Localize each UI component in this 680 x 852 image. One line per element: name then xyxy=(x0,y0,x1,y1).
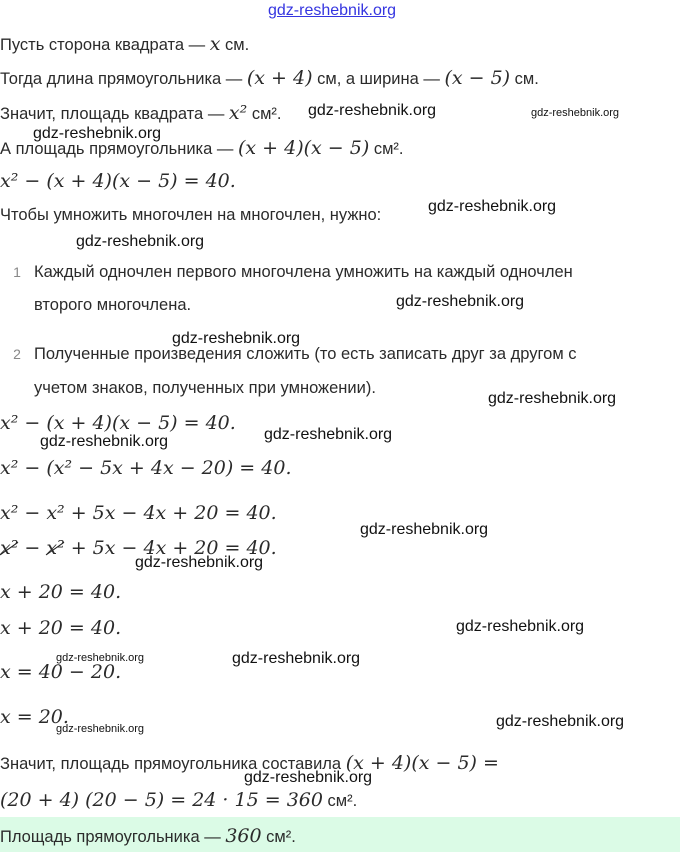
text-segment: см. xyxy=(510,70,539,88)
watermark: gdz-reshebnik.org xyxy=(428,198,557,215)
list-number: 1 xyxy=(13,264,21,280)
watermark: gdz-reshebnik.org xyxy=(360,521,489,538)
text-segment: Каждый одночлен первого многочлена умножить на каждый одночлен xyxy=(34,263,573,281)
watermark: gdz-reshebnik.org xyxy=(264,426,393,443)
math-expression: x² − (x² − 5x + 4x − 20) = 40. xyxy=(0,457,292,479)
text-segment: Пусть сторона квадрата — xyxy=(0,36,210,54)
math-expression: x² xyxy=(228,102,248,124)
text-line xyxy=(0,170,236,193)
text-segment: Чтобы умножить многочлен на многочлен, нужно: xyxy=(0,206,382,224)
math-expression: x + 20 = 40. xyxy=(0,581,122,603)
watermark: gdz-reshebnik.org xyxy=(33,125,162,142)
text-line xyxy=(0,412,236,435)
watermark[interactable]: gdz-reshebnik.org xyxy=(268,2,397,19)
text-line xyxy=(0,377,376,399)
text-line xyxy=(0,789,357,812)
text-line xyxy=(0,294,191,316)
watermark: gdz-reshebnik.org xyxy=(172,330,301,347)
math-expression: + 5x − 4x + 20 = 40. xyxy=(64,537,277,559)
watermark: gdz-reshebnik.org xyxy=(56,723,145,735)
text-line xyxy=(0,502,277,525)
math-expression: (x + 4)(x − 5) xyxy=(237,137,370,159)
text-segment: см². xyxy=(261,828,296,846)
text-segment: см, а ширина — xyxy=(312,70,445,88)
math-expression: x = 20. xyxy=(0,706,69,728)
math-expression: x² − (x + 4)(x − 5) = 40. xyxy=(0,412,236,434)
math-expression: (x + 4)(x − 5) = xyxy=(345,752,499,774)
math-expression: x² − x² + 5x − 4x + 20 = 40. xyxy=(0,502,277,524)
list-number: 2 xyxy=(13,346,21,362)
text-segment: Значит, площадь прямоугольника составила xyxy=(0,755,346,773)
watermark: gdz-reshebnik.org xyxy=(496,713,625,730)
text-line xyxy=(0,204,381,226)
watermark: gdz-reshebnik.org xyxy=(456,618,585,635)
text-line xyxy=(0,617,121,640)
math-expression: 360 xyxy=(225,825,262,847)
math-expression: x = 40 − 20. xyxy=(0,661,122,683)
cancelled-term: x² xyxy=(46,537,65,559)
text-segment: см². xyxy=(247,105,282,123)
text-line xyxy=(0,581,121,604)
text-line xyxy=(0,457,292,480)
text-line xyxy=(0,67,539,90)
watermark: gdz-reshebnik.org xyxy=(56,652,145,664)
math-expression: x xyxy=(209,33,221,55)
text-segment: Площадь прямоугольника — xyxy=(0,828,226,846)
text-line xyxy=(0,33,249,56)
cancelled-term: x² xyxy=(0,537,19,559)
watermark: gdz-reshebnik.org xyxy=(232,650,361,667)
text-segment: Полученные произведения сложить (то есть записать друг за другом с xyxy=(34,345,577,363)
math-expression: (x − 5) xyxy=(444,67,511,89)
watermark: gdz-reshebnik.org xyxy=(76,233,205,250)
watermark: gdz-reshebnik.org xyxy=(135,554,264,571)
math-expression: x + 20 = 40. xyxy=(0,617,122,639)
text-segment: Тогда длина прямоугольника — xyxy=(0,70,247,88)
math-expression: (x + 4) xyxy=(246,67,313,89)
text-line xyxy=(0,261,573,283)
text-segment: см². xyxy=(322,792,358,810)
text-segment: А площадь прямоугольника — xyxy=(0,140,238,158)
answer-line xyxy=(0,825,296,848)
text-segment: см. xyxy=(220,36,250,54)
math-expression: − xyxy=(18,537,47,559)
watermark: gdz-reshebnik.org xyxy=(40,433,169,450)
watermark: gdz-reshebnik.org xyxy=(308,102,437,119)
math-expression: (20 + 4) (20 − 5) = 24 · 15 = 360 xyxy=(0,789,323,811)
math-expression: x² − (x + 4)(x − 5) = 40. xyxy=(0,170,236,192)
watermark: gdz-reshebnik.org xyxy=(488,390,617,407)
text-segment: Значит, площадь квадрата — xyxy=(0,105,229,123)
text-line xyxy=(0,102,282,125)
text-line xyxy=(0,661,121,684)
watermark: gdz-reshebnik.org xyxy=(531,107,620,119)
watermark: gdz-reshebnik.org xyxy=(396,293,525,310)
watermark: gdz-reshebnik.org xyxy=(244,769,373,786)
text-segment: учетом знаков, полученных при умножении). xyxy=(34,379,376,397)
text-segment: второго многочлена. xyxy=(34,296,192,314)
text-segment: см². xyxy=(369,140,404,158)
